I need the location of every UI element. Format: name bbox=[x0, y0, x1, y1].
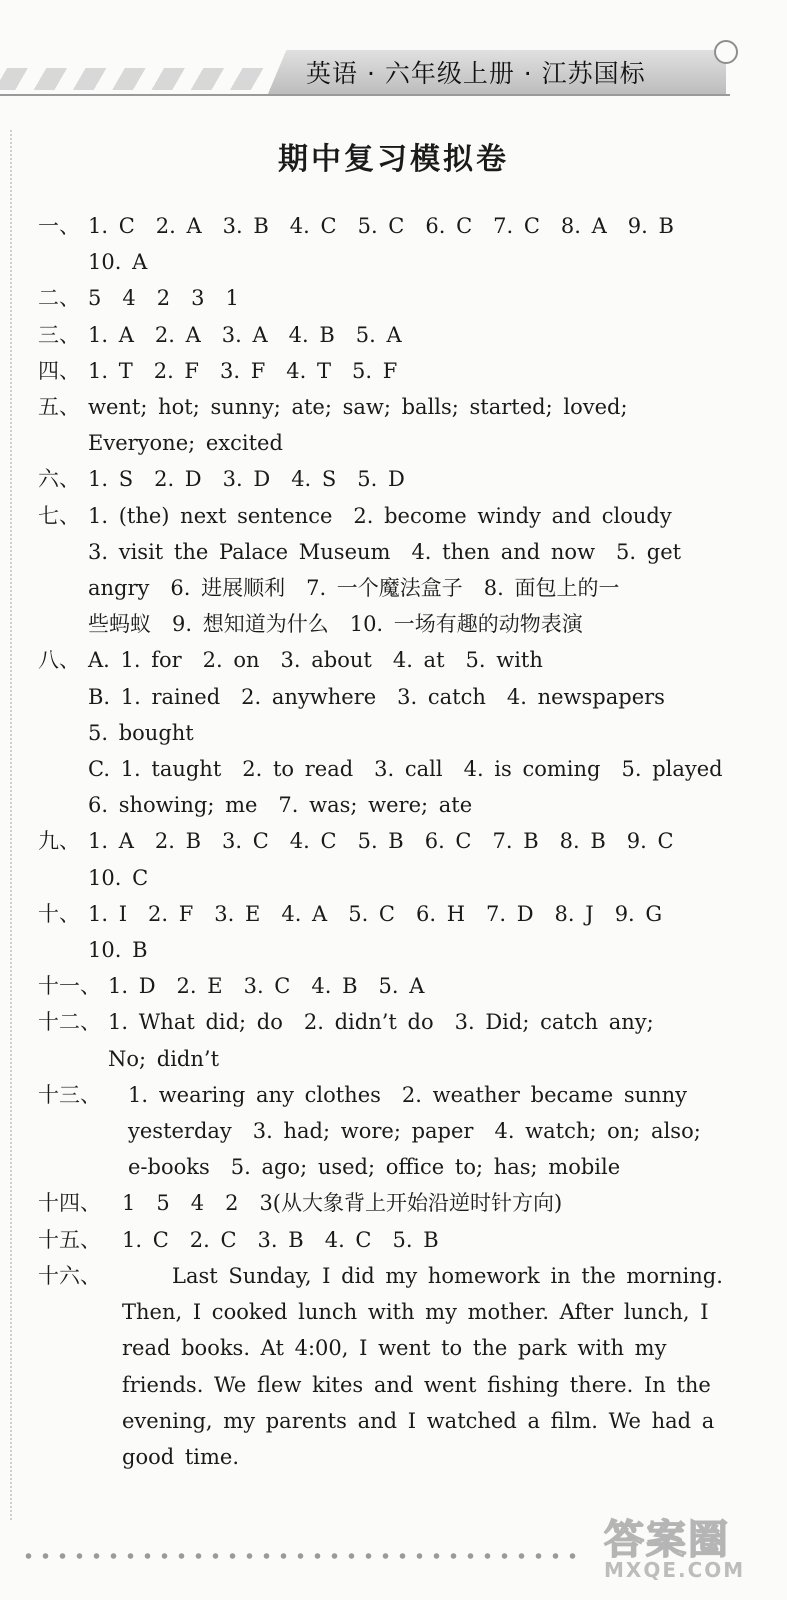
answer-section-2 bbox=[38, 280, 738, 316]
section-number: 六、 bbox=[38, 467, 80, 492]
page-edge-dotted-line bbox=[10, 130, 12, 1520]
answer-line: 些蚂蚁 9. 想知道为什么 10. 一场有趣的动物表演 bbox=[88, 612, 583, 637]
section-number: 四、 bbox=[38, 358, 80, 383]
answer-line: 1. T 2. F 3. F 4. T 5. F bbox=[88, 358, 398, 383]
section-number: 十三、 bbox=[38, 1082, 101, 1107]
section-number: 五、 bbox=[38, 395, 80, 420]
answer-section-15 bbox=[38, 1222, 738, 1258]
section-number: 十四、 bbox=[38, 1191, 101, 1216]
answer-list bbox=[38, 208, 738, 1475]
composition-line: friends. We flew kites and went fishing there. In the bbox=[122, 1372, 711, 1397]
answer-line: Everyone; excited bbox=[88, 431, 283, 456]
answer-line: B. 1. rained 2. anywhere 3. catch 4. newspapers bbox=[88, 684, 665, 709]
section-number: 九、 bbox=[38, 829, 80, 854]
section-number: 八、 bbox=[38, 648, 80, 673]
section-number: 七、 bbox=[38, 503, 80, 528]
answer-line: No; didn’t bbox=[108, 1046, 220, 1071]
footer-dotted-border bbox=[20, 1548, 580, 1564]
answer-line: went; hot; sunny; ate; saw; balls; started; loved; bbox=[88, 395, 628, 420]
section-number: 十一、 bbox=[38, 974, 101, 999]
answer-section-10 bbox=[38, 896, 738, 968]
answer-line: 5. bought bbox=[88, 720, 194, 745]
watermark-text: 答案圈 bbox=[604, 1517, 730, 1563]
page-title: 期中复习模拟卷 bbox=[278, 142, 509, 177]
section-number: 一、 bbox=[38, 214, 80, 238]
answer-line: 1. C 2. C 3. B 4. C 5. B bbox=[122, 1227, 439, 1252]
answer-section-7 bbox=[38, 498, 738, 643]
answer-section-14 bbox=[38, 1185, 738, 1221]
answer-line: A. 1. for 2. on 3. about 4. at 5. with bbox=[88, 648, 543, 673]
answer-section-13 bbox=[38, 1077, 738, 1186]
answer-line: 5 4 2 3 1 bbox=[88, 286, 239, 311]
header-ring-icon bbox=[714, 40, 738, 64]
answer-line: e-books 5. ago; used; office to; has; mobile bbox=[128, 1155, 621, 1180]
answer-section-12 bbox=[38, 1004, 738, 1076]
answer-line: 1. S 2. D 3. D 4. S 5. D bbox=[88, 467, 405, 492]
section-number: 十二、 bbox=[38, 1010, 101, 1035]
answer-line: 1. D 2. E 3. C 4. B 5. A bbox=[108, 974, 425, 999]
answer-line: 1. (the) next sentence 2. become windy and cloudy bbox=[88, 503, 672, 528]
answer-line: 3. visit the Palace Museum 4. then and now 5. get bbox=[88, 539, 682, 564]
section-number: 十五、 bbox=[38, 1227, 101, 1252]
answer-section-11 bbox=[38, 968, 738, 1004]
answer-line: 1. What did; do 2. didn’t do 3. Did; catch any; bbox=[108, 1010, 654, 1035]
composition-line: evening, my parents and I watched a film. We had a bbox=[122, 1408, 715, 1433]
answer-line: angry 6. 进展顺利 7. 一个魔法盒子 8. 面包上的一 bbox=[88, 576, 620, 601]
section-number: 三、 bbox=[38, 322, 80, 347]
answer-line: 10. A bbox=[88, 250, 148, 275]
answer-line: 6. showing; me 7. was; were; ate bbox=[88, 793, 473, 818]
answer-line: 1 5 4 2 3(从大象背上开始沿逆时针方向) bbox=[122, 1191, 563, 1216]
answer-line: 1. A 2. B 3. C 4. C 5. B 6. C 7. B 8. B 9. C bbox=[88, 829, 674, 854]
composition-line: good time. bbox=[122, 1444, 240, 1469]
section-number: 二、 bbox=[38, 286, 80, 311]
header-rule bbox=[0, 94, 730, 96]
answer-section-8 bbox=[38, 642, 738, 823]
answer-line: C. 1. taught 2. to read 3. call 4. is coming 5. played bbox=[88, 757, 723, 782]
section-number: 十、 bbox=[38, 901, 80, 926]
answer-section-4 bbox=[38, 353, 738, 389]
answer-section-16 bbox=[38, 1258, 738, 1475]
answer-line: 10. C bbox=[88, 865, 149, 890]
header-title: 英语 · 六年级上册 · 江苏国标 bbox=[306, 59, 646, 88]
answer-section-1 bbox=[38, 208, 738, 280]
section-number: 十六、 bbox=[38, 1263, 101, 1288]
answer-section-5 bbox=[38, 389, 738, 461]
answer-line: 1. C 2. A 3. B 4. C 5. C 6. C 7. C 8. A 9. B bbox=[88, 214, 674, 238]
answer-line: 10. B bbox=[88, 938, 148, 963]
answer-line: 1. A 2. A 3. A 4. B 5. A bbox=[88, 322, 402, 347]
composition-line: Then, I cooked lunch with my mother. After lunch, I bbox=[122, 1300, 709, 1325]
answer-section-9 bbox=[38, 823, 738, 895]
answer-section-6 bbox=[38, 461, 738, 497]
page-header bbox=[0, 40, 787, 102]
watermark-logo bbox=[596, 1508, 766, 1588]
answer-section-3 bbox=[38, 317, 738, 353]
header-stripes bbox=[0, 68, 290, 90]
answer-line: yesterday 3. had; wore; paper 4. watch; on; also; bbox=[128, 1119, 701, 1144]
composition-line: Last Sunday, I did my homework in the morning. bbox=[172, 1263, 723, 1288]
watermark-url: MXQE.COM bbox=[604, 1558, 746, 1582]
answer-line: 1. I 2. F 3. E 4. A 5. C 6. H 7. D 8. J 9. G bbox=[88, 901, 663, 926]
composition-line: read books. At 4:00, I went to the park with my bbox=[122, 1336, 667, 1361]
answer-line: 1. wearing any clothes 2. weather became sunny bbox=[128, 1082, 688, 1107]
